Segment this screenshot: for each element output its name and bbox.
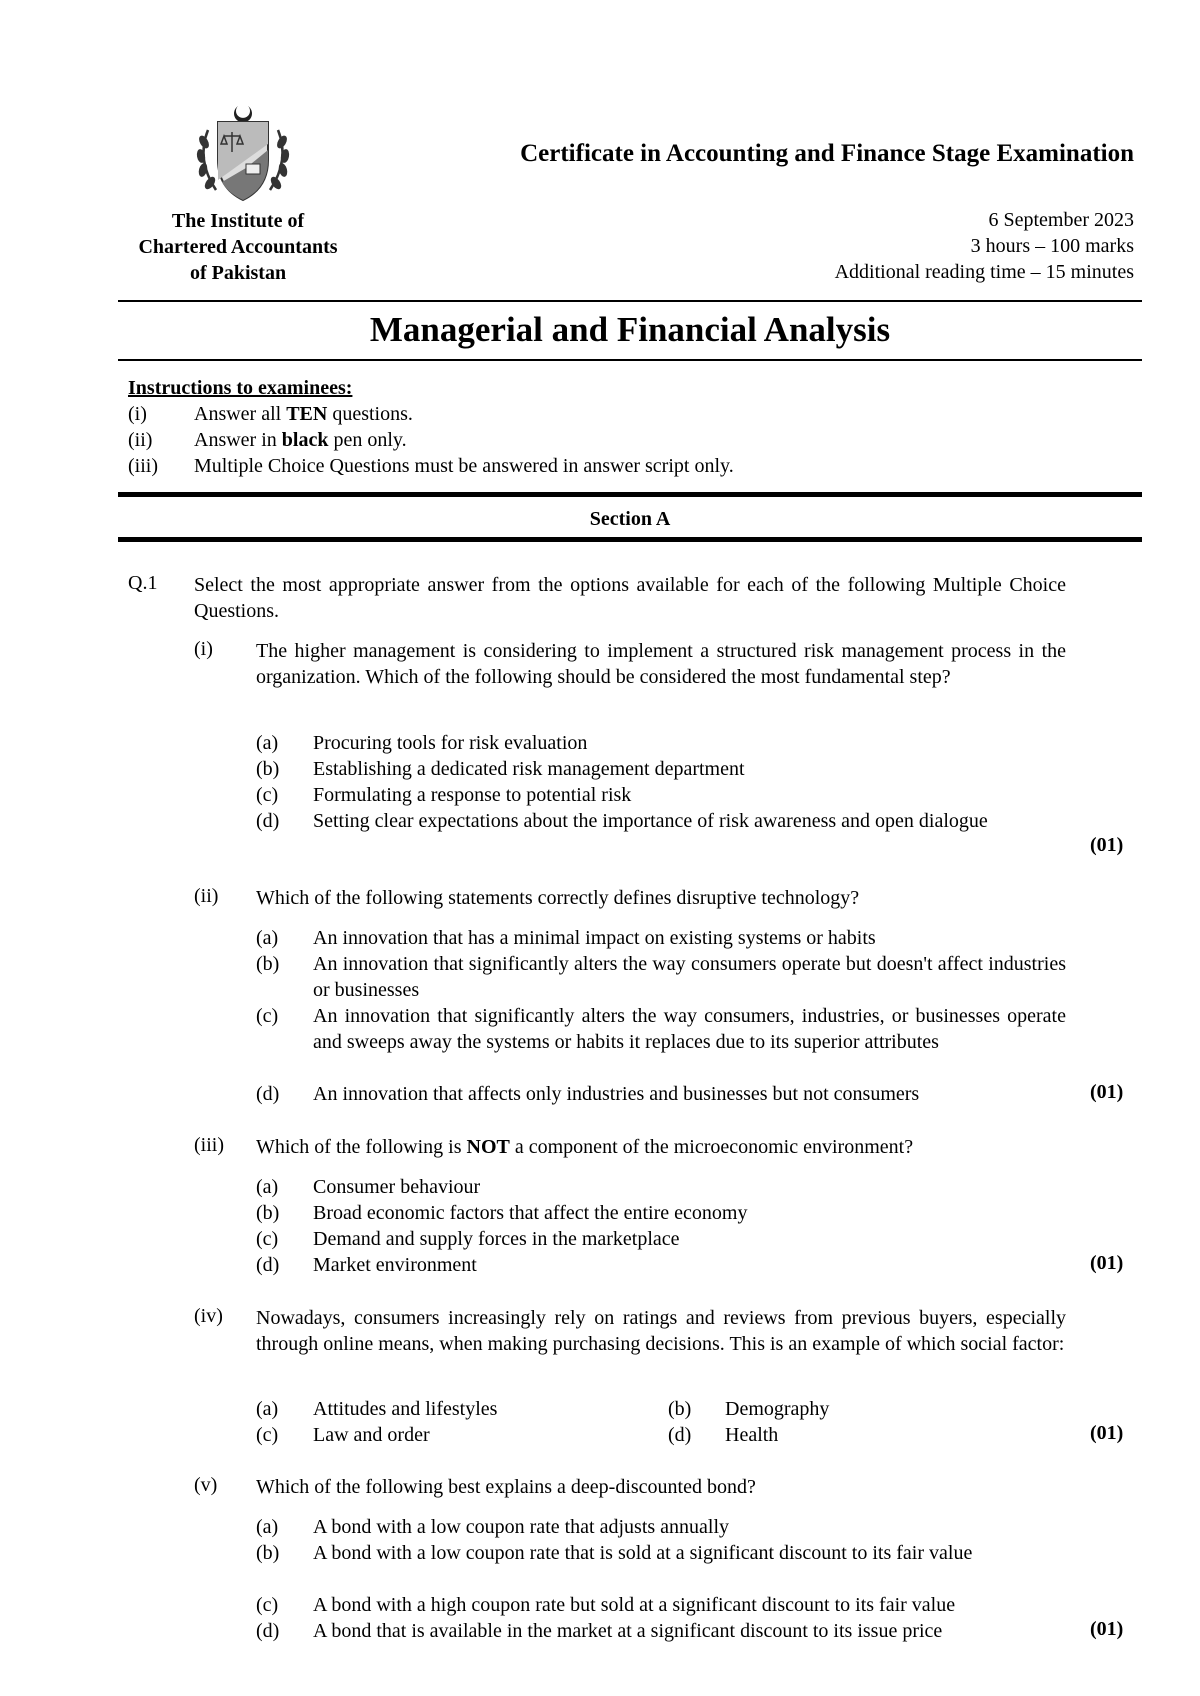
question-number: Q.1 <box>128 572 158 594</box>
option-letter: (c) <box>256 1228 279 1250</box>
option-letter: (b) <box>256 953 280 975</box>
part-number: (v) <box>194 1474 218 1496</box>
option-letter: (d) <box>256 1254 280 1276</box>
option-text: Market environment <box>313 1254 477 1276</box>
option-text: Formulating a response to potential risk <box>313 784 632 806</box>
instructions-heading: Instructions to examinees: <box>128 377 353 399</box>
option-text: Procuring tools for risk evaluation <box>313 732 588 754</box>
exam-title: Certificate in Accounting and Finance Stage Examination <box>520 140 1134 167</box>
option-text: Broad economic factors that affect the entire economy <box>313 1202 748 1224</box>
option-letter: (d) <box>256 1620 280 1642</box>
icap-crest-icon <box>188 100 298 210</box>
divider <box>118 359 1142 361</box>
institute-line: The Institute of <box>171 210 305 232</box>
marks: (01) <box>1090 1422 1124 1444</box>
option-letter: (a) <box>256 1176 279 1198</box>
option-text: Consumer behaviour <box>313 1176 481 1198</box>
reading-time: Additional reading time – 15 minutes <box>834 261 1134 283</box>
marks: (01) <box>1090 1252 1124 1274</box>
part-stem: Which of the following is NOT a component of the microeconomic environment? <box>256 1136 914 1158</box>
option-text: A bond with a low coupon rate that adjusts annually <box>313 1516 730 1538</box>
exam-meta <box>835 207 1134 285</box>
instruction-num: (iii) <box>128 455 158 477</box>
option-text: Health <box>725 1424 779 1446</box>
option-text: An innovation that affects only industries and businesses but not consumers <box>313 1083 920 1105</box>
instruction-text: Answer in black pen only. <box>194 429 407 451</box>
part-stem: Which of the following statements correctly defines disruptive technology? <box>256 887 860 909</box>
option-text: A bond that is available in the market at a significant discount to its issue price <box>313 1620 943 1642</box>
option-letter: (a) <box>256 927 279 949</box>
section-label: Section A <box>589 508 671 530</box>
option-text: An innovation that significantly alters the way consumers, industries, or businesses operate and sweeps away the systems or habits it replaces due to its superior attributes <box>313 1005 1066 1053</box>
option-text: Law and order <box>313 1424 430 1446</box>
option-text: Demand and supply forces in the marketplace <box>313 1228 680 1250</box>
institute-line: Chartered Accountants <box>138 236 338 258</box>
instruction-num: (ii) <box>128 429 153 451</box>
institute-name <box>118 208 358 286</box>
option-letter: (b) <box>256 1542 280 1564</box>
option-letter: (c) <box>256 1005 279 1027</box>
option-letter: (b) <box>668 1398 692 1420</box>
instruction-num: (i) <box>128 403 147 425</box>
institute-line: of Pakistan <box>189 262 287 284</box>
option-text: A bond with a low coupon rate that is sold at a significant discount to its fair value <box>313 1542 973 1564</box>
part-number: (ii) <box>194 885 219 907</box>
question-text: Select the most appropriate answer from the options available for each of the following Multiple Choice Questions. <box>194 574 1066 622</box>
option-letter: (a) <box>256 1516 279 1538</box>
part-stem: Nowadays, consumers increasingly rely on ratings and reviews from previous buyers, especially through online means, when making purchasing decisions. This is an example of which social factor: <box>256 1307 1066 1355</box>
option-letter: (d) <box>256 810 280 832</box>
option-letter: (a) <box>256 732 279 754</box>
divider <box>118 537 1142 542</box>
instruction-text: Multiple Choice Questions must be answered in answer script only. <box>194 455 734 477</box>
part-number: (iii) <box>194 1134 224 1156</box>
option-letter: (c) <box>256 1594 279 1616</box>
instruction-text: Answer all TEN questions. <box>194 403 413 425</box>
option-text: A bond with a high coupon rate but sold at a significant discount to its fair value <box>313 1594 956 1616</box>
part-number: (i) <box>194 638 213 660</box>
exam-date: 6 September 2023 <box>988 209 1134 231</box>
option-letter: (d) <box>256 1083 280 1105</box>
option-letter: (b) <box>256 758 280 780</box>
marks: (01) <box>1090 834 1124 856</box>
option-text: An innovation that has a minimal impact on existing systems or habits <box>313 927 876 949</box>
option-letter: (b) <box>256 1202 280 1224</box>
option-text: An innovation that significantly alters the way consumers operate but doesn't affect industries or businesses <box>313 953 1066 1001</box>
exam-duration: 3 hours – 100 marks <box>970 235 1134 257</box>
option-text: Demography <box>725 1398 830 1420</box>
option-letter: (a) <box>256 1398 279 1420</box>
option-text: Setting clear expectations about the importance of risk awareness and open dialogue <box>313 810 988 832</box>
divider <box>118 492 1142 497</box>
part-stem: Which of the following best explains a deep-discounted bond? <box>256 1476 756 1498</box>
option-letter: (c) <box>256 1424 279 1446</box>
divider <box>118 300 1142 302</box>
option-letter: (d) <box>668 1424 692 1446</box>
option-letter: (c) <box>256 784 279 806</box>
option-text: Establishing a dedicated risk management department <box>313 758 745 780</box>
part-stem: The higher management is considering to implement a structured risk management process in the organization. Which of the following should be considered the most fundamental step? <box>256 640 1066 688</box>
option-text: Attitudes and lifestyles <box>313 1398 498 1420</box>
marks: (01) <box>1090 1618 1124 1640</box>
marks: (01) <box>1090 1081 1124 1103</box>
part-number: (iv) <box>194 1305 223 1327</box>
paper-title: Managerial and Financial Analysis <box>369 310 891 349</box>
